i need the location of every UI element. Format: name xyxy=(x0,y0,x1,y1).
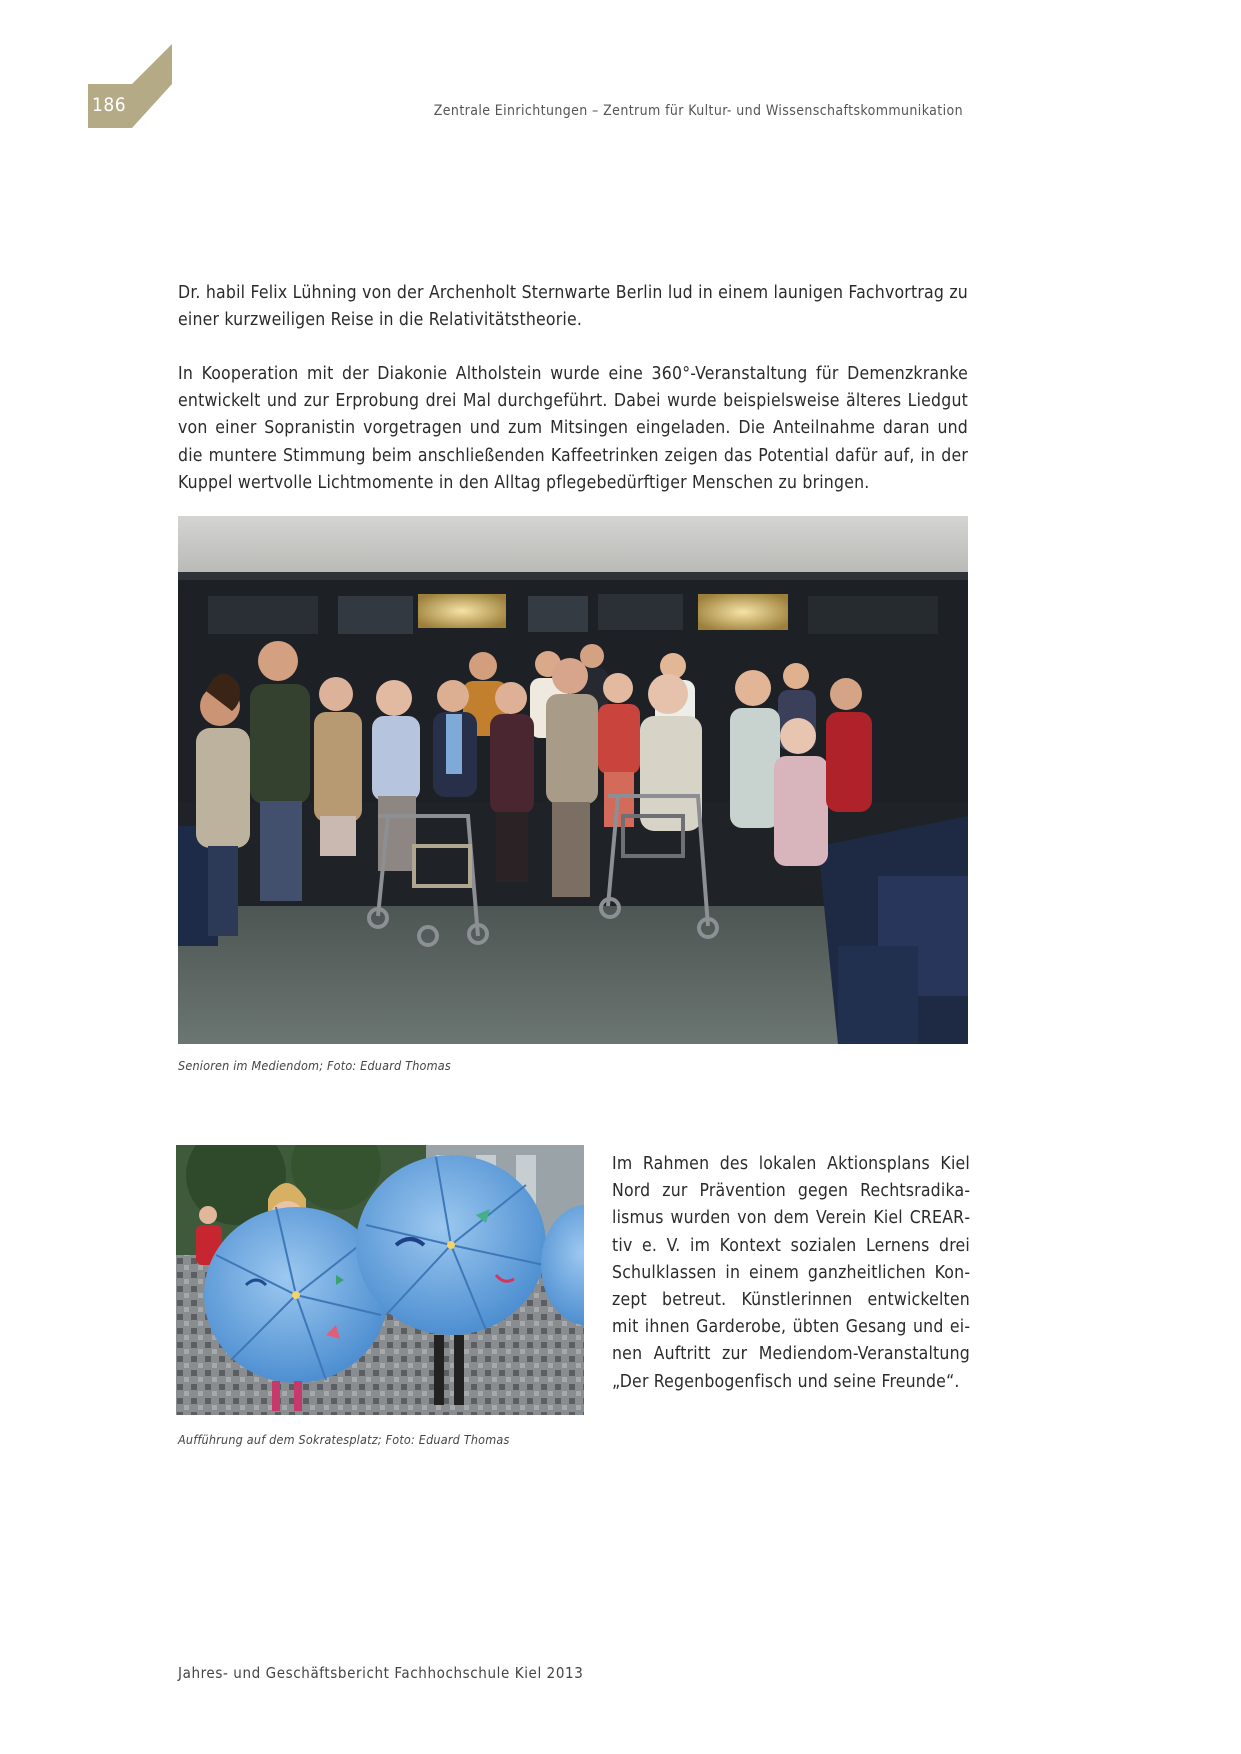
photo-seniors-illustration xyxy=(178,516,968,1044)
photo-seniors-mediendom xyxy=(178,516,968,1044)
running-head: Zentrale Einrichtungen – Zentrum für Kultur- und Wissenschaftskommunikation xyxy=(433,103,963,119)
paragraph-lecture: Dr. habil Felix Lühning von der Archenholt Sternwarte Berlin lud in einem launigen Fachvortrag zu einer kurzweiligen Reise in die Relativitätstheorie. xyxy=(178,283,968,331)
photo-1-caption: Senioren im Mediendom; Foto: Eduard Thomas xyxy=(178,1058,451,1073)
paragraph-action-plan: Im Rahmen des lokalen Aktionsplans Kiel Nord zur Prävention gegen Rechtsradikalismus wurden von dem Verein Kiel CREARtiv e. V. im Kontext sozialen Lernens drei Schulklassen in einem ganzheitlichen Konzept betreut. Künstlerinnen entwickelten mit ihnen Garderobe, übten Gesang und einen Auftritt zur Mediendom-Veranstaltung „Der Regenbogenfisch und seine Freunde“. xyxy=(612,1154,970,1392)
photo-umbrella-illustration xyxy=(176,1145,584,1415)
photo-umbrella-performance xyxy=(176,1145,584,1415)
umbrella-center xyxy=(356,1155,546,1335)
page-number: 186 xyxy=(92,94,127,116)
paragraph-dementia-event: In Kooperation mit der Diakonie Altholstein wurde eine 360°-Veranstaltung für Demenzkranke entwickelt und zur Erprobung drei Mal durchgeführt. Dabei wurde beispielsweise älteres Liedgut von einer Sopranistin vorgetragen und zum Mitsingen eingeladen. Die Anteilnahme daran und die muntere Stimmung beim anschließenden Kaffeetrinken zeigen das Potential dafür auf, in der Kuppel wertvolle Lichtmomente in den Alltag pflegebedürftiger Menschen zu bringen. xyxy=(178,364,968,493)
footer-report-title: Jahres- und Geschäftsbericht Fachhochschule Kiel 2013 xyxy=(178,1664,584,1682)
photo-2-caption: Aufführung auf dem Sokratesplatz; Foto: Eduard Thomas xyxy=(178,1432,510,1447)
